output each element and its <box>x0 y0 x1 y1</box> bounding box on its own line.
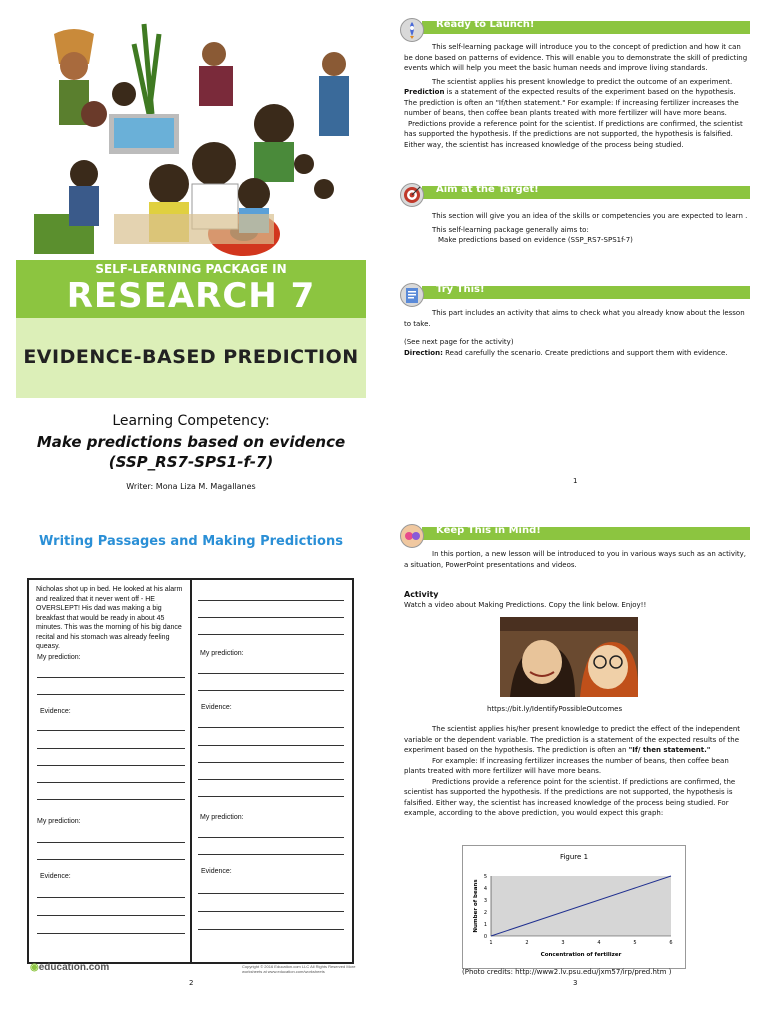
lesson-title-band <box>16 318 366 398</box>
prediction-label: My prediction: <box>37 818 81 825</box>
answer-line[interactable] <box>37 748 185 749</box>
try-this-header <box>400 283 750 301</box>
evidence-label: Evidence: <box>201 868 232 875</box>
keep-paragraph: In this portion, a new lesson will be introduced to you in various ways such as an activity, a situation, PowerPoint presentations and videos. <box>404 550 747 569</box>
answer-line[interactable] <box>37 782 185 783</box>
aim-at-target-header <box>400 183 750 201</box>
photo-credit: (Photo credits: http://www2.lv.psu.edu/jxm57/irp/pred.htm ) <box>462 968 672 976</box>
copyright-notice: Copyright © 2016 Education.com LLC All Rights Reserved More worksheets at www.education.com/worksheets <box>242 964 356 974</box>
chart-title: Figure 1 <box>559 853 589 861</box>
aim-paragraph-2: This self-learning package generally aims to: <box>432 225 589 234</box>
ready-section <box>404 42 750 150</box>
y-tick-label: 5 <box>483 874 487 880</box>
header-title: Keep This in Mind! <box>436 525 541 536</box>
y-tick-label: 3 <box>483 898 487 904</box>
x-tick-label: 1 <box>489 940 493 946</box>
ready-paragraph-2 <box>404 77 750 119</box>
x-axis-label: Concentration of fertilizer <box>540 952 622 958</box>
keep-this-in-mind-header <box>400 524 750 542</box>
idea-icon <box>400 524 424 548</box>
x-tick-label: 5 <box>633 940 637 946</box>
story-passage: Nicholas shot up in bed. He looked at his alarm and realized that it never went off - HE OVERSLEPT! His dad was making a big breakfast that would be ready in about 45 minutes. This was the morning of his big dance recital and his stomach was already feeling queasy. <box>36 586 183 650</box>
y-tick-label: 0 <box>483 934 487 940</box>
worksheet-title: Writing Passages and Making Predictions <box>39 534 343 549</box>
scientist-text: The scientist applies his/her present knowledge to predict the effect of the independent variable or the dependent variable. The prediction is a statement of the expected results of the experiment based on the hypothesis. The prediction is often an <box>404 725 741 754</box>
ready-paragraph-1: This self-learning package will introduce you to the concept of prediction and how it can be done based on patterns of evidence. This will enable you to demonstrate the skill of predicting events which will help you meet the basic human needs and improve living standards. <box>404 43 748 72</box>
evidence-label: Evidence: <box>40 708 71 715</box>
page-number: 2 <box>189 979 194 987</box>
line-chart <box>463 846 685 968</box>
predictions-paragraph: Predictions provide a reference point for the scientist. If predictions are confirmed, the scientist has supported the hypothesis. If the predictions are not supported, the hypothesis is falsified. Either way, the scientist has increased knowledge of the process being studied. For example, according to the above prediction, you would expect this graph: <box>404 777 736 817</box>
answer-line[interactable] <box>37 915 185 916</box>
example-paragraph: For example: If increasing fertilizer increases the number of beans, then coffee bean plants treated with more fertilizer will have more beans. <box>404 756 729 775</box>
y-tick-label: 2 <box>483 910 487 916</box>
video-link[interactable]: https://bit.ly/IdentifyPossibleOutcomes <box>487 705 623 713</box>
figure-1-chart <box>462 845 686 969</box>
writer-credit: Writer: Mona Liza M. Magallanes <box>126 482 256 491</box>
page-number: 1 <box>573 477 578 485</box>
target-icon <box>400 183 424 207</box>
cover-illustration <box>14 14 366 260</box>
band-title: RESEARCH 7 <box>66 276 316 316</box>
try-paragraph-2: (See next page for the activity) <box>404 338 514 346</box>
answer-line[interactable] <box>37 730 185 731</box>
video-thumbnail[interactable] <box>500 617 638 697</box>
aim-section <box>404 211 750 246</box>
answer-line[interactable] <box>198 634 344 635</box>
scientist-paragraph <box>404 724 750 756</box>
answer-line[interactable] <box>198 929 344 930</box>
try-paragraph-1: This part includes an activity that aims to check what you already know about the lesson to take. <box>404 309 745 328</box>
answer-line[interactable] <box>198 796 344 797</box>
answer-line[interactable] <box>198 837 344 838</box>
prediction-label: My prediction: <box>200 650 244 657</box>
ready-paragraph-3: Predictions provide a reference point for the scientist. If predictions are confirmed, the scientist has supported the hypothesis. If the predictions are not supported, the hypothesis is falsified. Either way, the scientist has increased knowledge of the process being studied. <box>404 119 743 149</box>
ready-p2-pre: The scientist applies his present knowledge to predict the outcome of an experiment. <box>432 77 733 86</box>
explanation-section <box>404 724 750 819</box>
x-tick-label: 6 <box>669 940 673 946</box>
prediction-label: My prediction: <box>37 654 81 661</box>
ready-p2-post: is a statement of the expected results of the experiment based on the hypothesis. The prediction is often an "If/then statement." For example: If increasing fertilizer increases the number of beans, then coffee bean plants treated with more fertilizer will have more beans. <box>404 88 739 117</box>
answer-line[interactable] <box>37 842 185 843</box>
worksheet-divider <box>190 578 192 962</box>
prediction-term: Prediction <box>404 88 445 96</box>
answer-line[interactable] <box>37 897 185 898</box>
page-number: 3 <box>573 979 578 987</box>
answer-line[interactable] <box>198 617 344 618</box>
answer-line[interactable] <box>198 762 344 763</box>
answer-line[interactable] <box>37 933 185 934</box>
title-band <box>16 260 366 318</box>
band-subtitle: SELF-LEARNING PACKAGE IN <box>95 262 287 276</box>
answer-line[interactable] <box>37 799 185 800</box>
answer-line[interactable] <box>198 779 344 780</box>
activity-label: Activity <box>404 590 439 599</box>
prediction-label: My prediction: <box>200 814 244 821</box>
keep-section <box>404 549 750 570</box>
try-direction <box>404 348 750 359</box>
x-tick-label: 2 <box>525 940 529 946</box>
answer-line[interactable] <box>37 694 185 695</box>
y-tick-label: 4 <box>483 886 487 892</box>
answer-line[interactable] <box>198 727 344 728</box>
answer-line[interactable] <box>198 600 344 601</box>
y-tick-label: 1 <box>483 922 487 928</box>
direction-text: Read carefully the scenario. Create predictions and support them with evidence. <box>442 348 728 357</box>
evidence-label: Evidence: <box>201 704 232 711</box>
education-logo <box>30 962 109 973</box>
answer-line[interactable] <box>37 859 185 860</box>
answer-line[interactable] <box>198 893 344 894</box>
header-title: Aim at the Target! <box>436 184 539 195</box>
answer-line[interactable] <box>37 765 185 766</box>
ready-to-launch-header <box>400 18 750 36</box>
logo-text: education.com <box>38 962 110 973</box>
answer-line[interactable] <box>198 690 344 691</box>
logo-mark-icon: ◉ <box>30 962 39 973</box>
aim-objective: Make predictions based on evidence (SSP_RS7-SPS1f-7) <box>438 236 633 244</box>
if-then-term: "If/ then statement." <box>628 746 711 754</box>
x-tick-label: 3 <box>561 940 565 946</box>
x-tick-label: 4 <box>597 940 601 946</box>
competency-text: Make predictions based on evidence (SSP_RS7-SPS1-f-7) <box>36 433 346 471</box>
lesson-title: EVIDENCE-BASED PREDICTION <box>23 346 359 368</box>
answer-line[interactable] <box>198 911 344 912</box>
activity-instruction: Watch a video about Making Predictions. Copy the link below. Enjoy!! <box>404 601 647 609</box>
answer-line[interactable] <box>198 673 344 674</box>
aim-paragraph-1: This section will give you an idea of the skills or competencies you are expected to learn . <box>432 212 748 220</box>
y-axis-label: Number of beans <box>473 879 479 933</box>
try-section <box>404 308 750 358</box>
competency-label: Learning Competency: <box>112 413 270 429</box>
direction-label: Direction: <box>404 348 443 357</box>
header-title: Try This! <box>436 284 485 295</box>
answer-line[interactable] <box>198 745 344 746</box>
header-title: Ready to Launch! <box>436 19 535 30</box>
answer-line[interactable] <box>198 854 344 855</box>
clipboard-icon <box>400 283 424 307</box>
evidence-label: Evidence: <box>40 873 71 880</box>
rocket-icon <box>400 18 424 42</box>
answer-line[interactable] <box>37 677 185 678</box>
